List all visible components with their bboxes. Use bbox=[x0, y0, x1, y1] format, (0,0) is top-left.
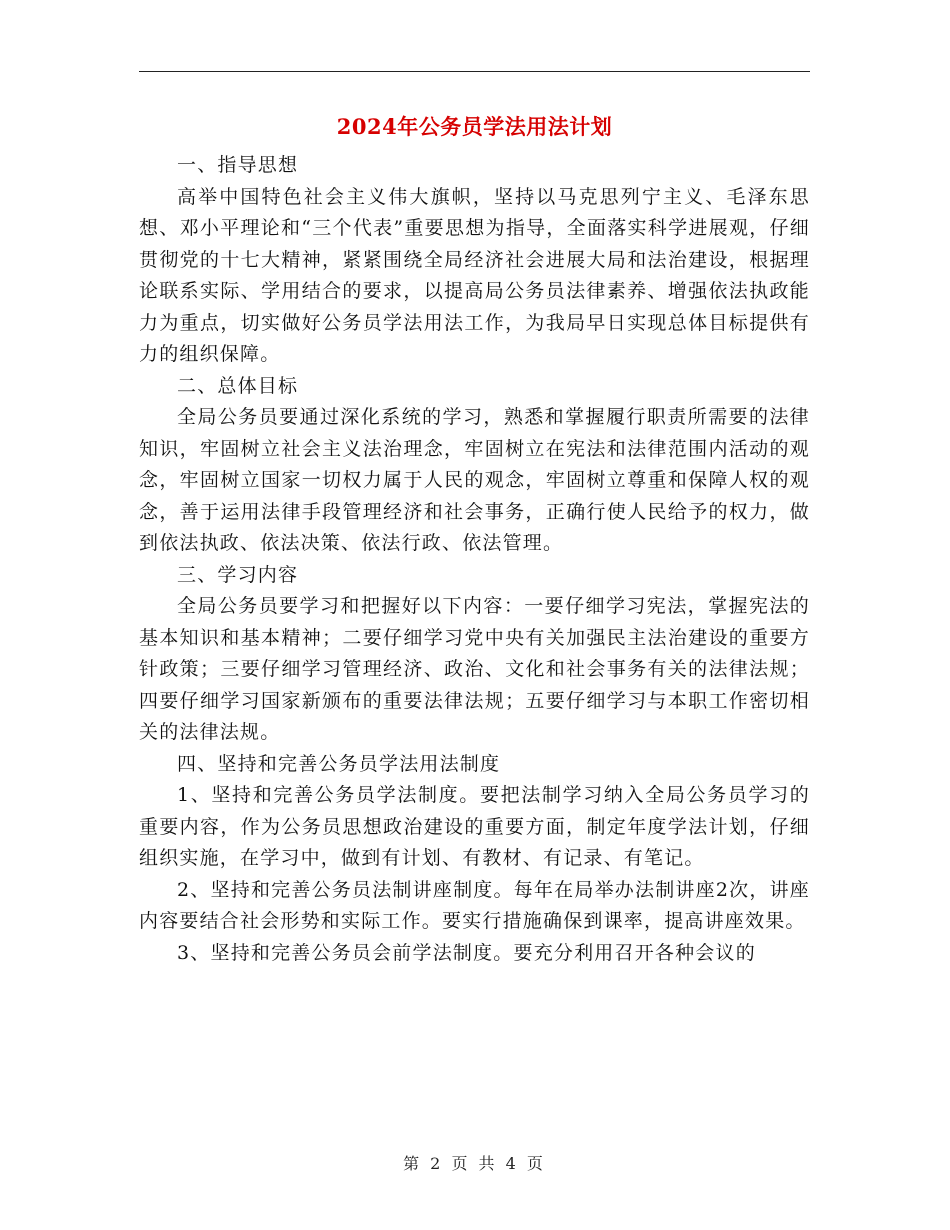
section-heading-guiding-thought: 一、指导思想 bbox=[177, 154, 299, 176]
document-title: 2024年公务员学法用法计划 bbox=[336, 114, 613, 139]
page-number-footer: 第 2 页 共 4 页 bbox=[403, 1154, 546, 1173]
section-heading-study-content: 三、学习内容 bbox=[177, 563, 299, 586]
paragraph-overall-goal: 全局公务员要通过深化系统的学习，熟悉和掌握履行职责所需要的法律知识，牢固树立社会主义法治理念，牢固树立在宪法和法律范围内活动的观念，牢固树立国家一切权力属于人民的观念，牢固树立尊重和保障人权的观念，善于运用法律手段管理经济和社会事务，正确行使人民给予的权力，做到依法执政、依法决策、依法行政、依法管理。 bbox=[139, 406, 810, 554]
document-body bbox=[139, 150, 810, 969]
paragraph-study-content: 全局公务员要学习和把握好以下内容：一要仔细学习宪法，掌握宪法的基本知识和基本精神；二要仔细学习党中央有关加强民主法治建设的重要方针政策；三要仔细学习管理经济、政治、文化和社会事务有关的法律法规；四要仔细学习国家新颁布的重要法律法规；五要仔细学习与本职工作密切相关的法律法规。 bbox=[139, 595, 810, 743]
section-heading-overall-goal: 二、总体目标 bbox=[177, 374, 299, 397]
paragraph-guiding-thought: 高举中国特色社会主义伟大旗帜，坚持以马克思列宁主义、毛泽东思想、邓小平理论和“三个代表”重要思想为指导，全面落实科学进展观，仔细贯彻党的十七大精神，紧紧围绕全局经济社会进展大局和法治建设，根据理论联系实际、学用结合的要求，以提高局公务员法律素养、增强依法执政能力为重点，切实做好公务员学法用法工作，为我局早日实现总体目标提供有力的组织保障。 bbox=[139, 185, 810, 365]
section-heading-systems: 四、坚持和完善公务员学法用法制度 bbox=[177, 752, 501, 775]
paragraph-system-3: 3、坚持和完善公务员会前学法制度。要充分利用召开各种会议的 bbox=[177, 941, 756, 964]
paragraph-system-2: 2、坚持和完善公务员法制讲座制度。每年在局举办法制讲座2次，讲座内容要结合社会形势和实际工作。要实行措施确保到课率，提高讲座效果。 bbox=[139, 878, 810, 932]
header-rule bbox=[139, 71, 810, 72]
paragraph-system-1: 1、坚持和完善公务员学法制度。要把法制学习纳入全局公务员学习的重要内容，作为公务员思想政治建设的重要方面，制定年度学法计划，仔细组织实施，在学习中，做到有计划、有教材、有记录、有笔记。 bbox=[139, 784, 810, 869]
